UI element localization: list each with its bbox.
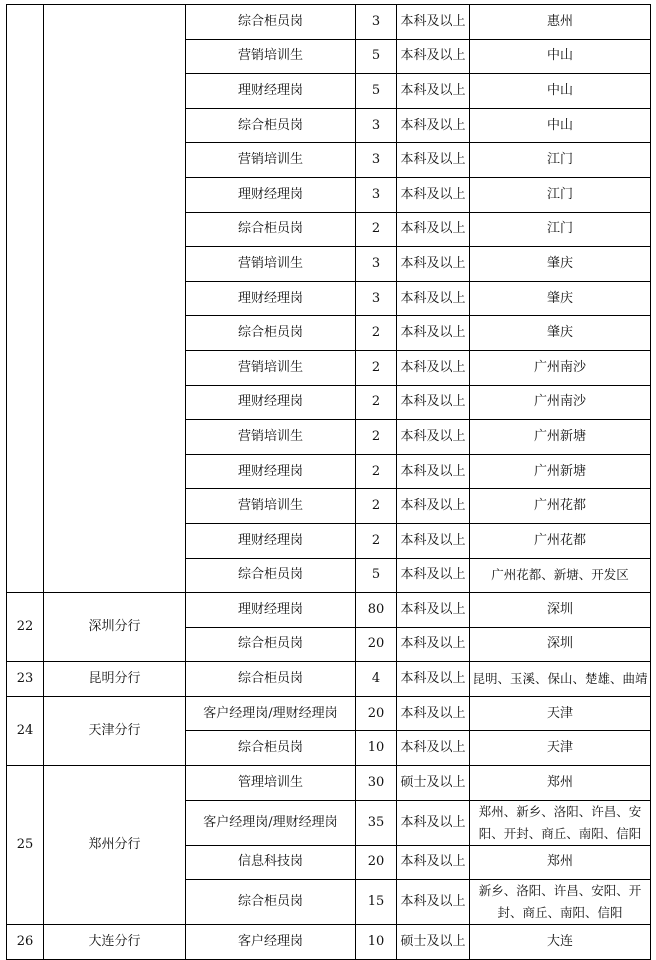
position-cell: 理财经理岗 [186,74,356,109]
education-cell: 本科及以上 [397,662,470,697]
education-cell: 本科及以上 [397,696,470,731]
location-cell: 肇庆 [470,247,651,282]
location-cell: 新乡、洛阳、许昌、安阳、开封、商丘、南阳、信阳 [470,880,651,925]
education-cell: 本科及以上 [397,489,470,524]
education-cell: 本科及以上 [397,627,470,662]
position-cell: 营销培训生 [186,420,356,455]
count-cell: 3 [356,281,397,316]
location-cell: 深圳 [470,627,651,662]
location-cell: 广州花都 [470,523,651,558]
position-cell: 综合柜员岗 [186,731,356,766]
position-cell: 营销培训生 [186,350,356,385]
education-cell: 本科及以上 [397,74,470,109]
count-cell: 5 [356,39,397,74]
location-cell: 中山 [470,74,651,109]
position-cell: 综合柜员岗 [186,108,356,143]
education-cell: 本科及以上 [397,420,470,455]
count-cell: 5 [356,74,397,109]
location-cell: 中山 [470,108,651,143]
education-cell: 本科及以上 [397,731,470,766]
branch-cell: 大连分行 [44,925,186,960]
location-cell: 江门 [470,177,651,212]
position-cell: 综合柜员岗 [186,5,356,40]
count-cell: 2 [356,454,397,489]
position-cell: 综合柜员岗 [186,558,356,593]
position-cell: 理财经理岗 [186,454,356,489]
count-cell: 3 [356,108,397,143]
no-cell: 24 [7,696,44,765]
education-cell: 本科及以上 [397,800,470,845]
education-cell: 本科及以上 [397,5,470,40]
count-cell: 2 [356,385,397,420]
position-cell: 综合柜员岗 [186,627,356,662]
position-cell: 客户经理岗/理财经理岗 [186,696,356,731]
table-body [7,5,651,960]
education-cell: 本科及以上 [397,454,470,489]
location-cell: 惠州 [470,5,651,40]
education-cell: 本科及以上 [397,880,470,925]
count-cell: 35 [356,800,397,845]
position-cell: 理财经理岗 [186,523,356,558]
table-row [7,593,651,628]
no-cell: 22 [7,593,44,662]
location-cell: 郑州 [470,845,651,880]
no-cell: 25 [7,766,44,925]
count-cell: 3 [356,177,397,212]
education-cell: 本科及以上 [397,212,470,247]
education-cell: 本科及以上 [397,281,470,316]
location-cell: 江门 [470,212,651,247]
location-cell: 广州南沙 [470,385,651,420]
count-cell: 2 [356,489,397,524]
count-cell: 2 [356,212,397,247]
position-cell: 理财经理岗 [186,177,356,212]
count-cell: 4 [356,662,397,697]
branch-cell: 昆明分行 [44,662,186,697]
count-cell: 3 [356,5,397,40]
count-cell: 2 [356,316,397,351]
no-cell: 26 [7,925,44,960]
position-cell: 信息科技岗 [186,845,356,880]
location-cell: 广州新塘 [470,454,651,489]
count-cell: 3 [356,247,397,282]
location-cell: 天津 [470,731,651,766]
position-cell: 营销培训生 [186,489,356,524]
location-cell: 深圳 [470,593,651,628]
table-row [7,5,651,40]
education-cell: 本科及以上 [397,350,470,385]
position-cell: 综合柜员岗 [186,880,356,925]
branch-cell [44,5,186,593]
education-cell: 本科及以上 [397,247,470,282]
location-cell: 广州花都 [470,489,651,524]
location-cell: 广州花都、新塘、开发区 [470,558,651,593]
count-cell: 15 [356,880,397,925]
location-cell: 昆明、玉溪、保山、楚雄、曲靖 [470,662,651,697]
count-cell: 2 [356,523,397,558]
location-cell: 大连 [470,925,651,960]
location-cell: 天津 [470,696,651,731]
branch-cell: 天津分行 [44,696,186,765]
position-cell: 综合柜员岗 [186,212,356,247]
position-cell: 营销培训生 [186,247,356,282]
education-cell: 本科及以上 [397,143,470,178]
position-cell: 客户经理岗/理财经理岗 [186,800,356,845]
education-cell: 本科及以上 [397,316,470,351]
no-cell: 23 [7,662,44,697]
position-cell: 综合柜员岗 [186,316,356,351]
location-cell: 郑州 [470,766,651,801]
count-cell: 20 [356,845,397,880]
no-cell [7,5,44,593]
count-cell: 80 [356,593,397,628]
education-cell: 本科及以上 [397,39,470,74]
count-cell: 2 [356,350,397,385]
count-cell: 2 [356,420,397,455]
education-cell: 本科及以上 [397,845,470,880]
position-cell: 营销培训生 [186,143,356,178]
education-cell: 本科及以上 [397,523,470,558]
table-row [7,662,651,697]
count-cell: 20 [356,627,397,662]
recruitment-table [6,4,651,960]
location-cell: 广州新塘 [470,420,651,455]
position-cell: 管理培训生 [186,766,356,801]
count-cell: 10 [356,925,397,960]
branch-cell: 郑州分行 [44,766,186,925]
location-cell: 广州南沙 [470,350,651,385]
location-cell: 江门 [470,143,651,178]
count-cell: 30 [356,766,397,801]
education-cell: 本科及以上 [397,593,470,628]
position-cell: 营销培训生 [186,39,356,74]
count-cell: 10 [356,731,397,766]
table-row [7,696,651,731]
position-cell: 理财经理岗 [186,281,356,316]
position-cell: 理财经理岗 [186,385,356,420]
education-cell: 本科及以上 [397,108,470,143]
position-cell: 综合柜员岗 [186,662,356,697]
education-cell: 硕士及以上 [397,766,470,801]
branch-cell: 深圳分行 [44,593,186,662]
location-cell: 郑州、新乡、洛阳、许昌、安阳、开封、商丘、南阳、信阳 [470,800,651,845]
count-cell: 3 [356,143,397,178]
education-cell: 硕士及以上 [397,925,470,960]
location-cell: 肇庆 [470,316,651,351]
count-cell: 5 [356,558,397,593]
location-cell: 肇庆 [470,281,651,316]
table-row [7,925,651,960]
position-cell: 理财经理岗 [186,593,356,628]
education-cell: 本科及以上 [397,385,470,420]
table-row [7,766,651,801]
location-cell: 中山 [470,39,651,74]
count-cell: 20 [356,696,397,731]
education-cell: 本科及以上 [397,177,470,212]
position-cell: 客户经理岗 [186,925,356,960]
education-cell: 本科及以上 [397,558,470,593]
